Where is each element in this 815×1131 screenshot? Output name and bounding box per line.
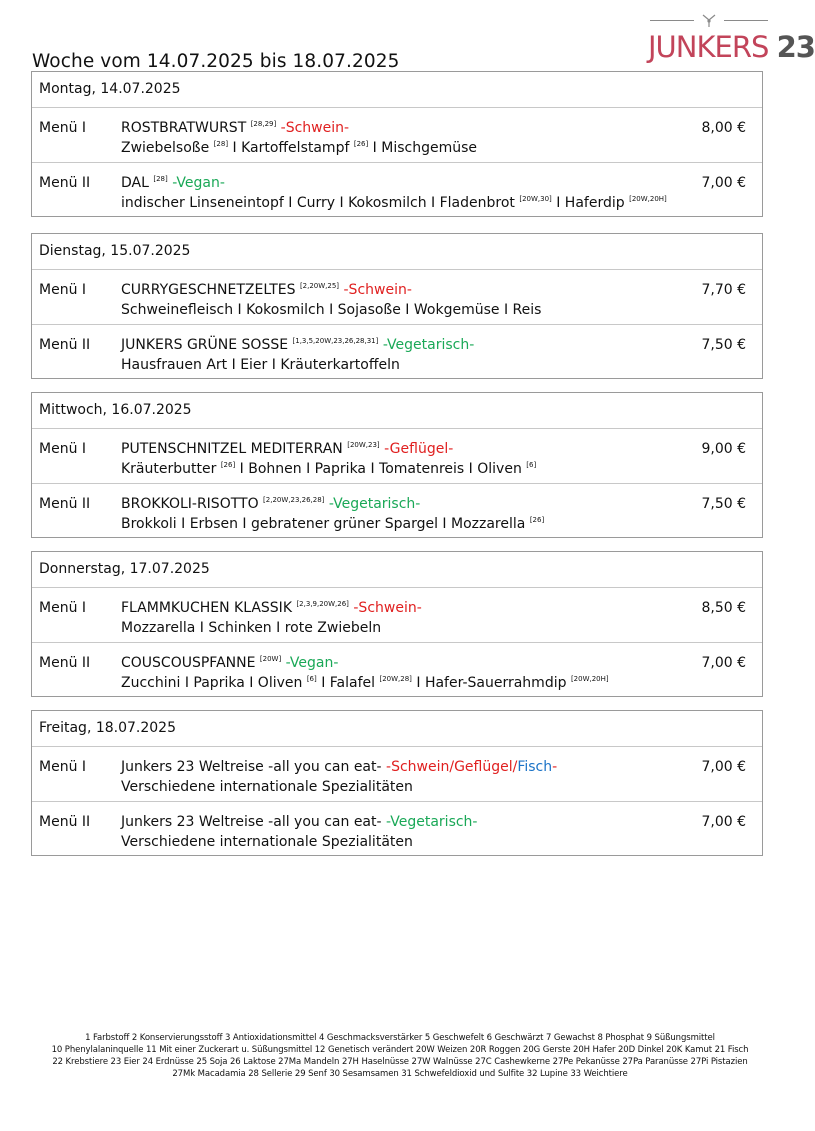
legend-line: 1 Farbstoff 2 Konservierungsstoff 3 Antioxidationsmittel 4 Geschmacksverstärker 5 Geschwefelt 6 Geschwärzt 7 Gewachst 8 Phosphat 9 Süßungsmittel — [85, 1033, 715, 1043]
menu-label: Menü I — [39, 600, 87, 616]
side-text: Zucchini I Paprika I Oliven — [121, 675, 307, 691]
menu-label: Menü II — [39, 655, 91, 671]
logo-number: 23 — [776, 30, 815, 64]
menu-label: Menü II — [39, 337, 91, 353]
dish-name: Junkers 23 Weltreise -all you can eat- — [121, 814, 382, 830]
side-text: Verschiedene internationale Spezialitäten — [121, 834, 413, 850]
dish-title-line — [121, 335, 692, 355]
logo-brand: JUNKERS — [648, 30, 769, 64]
dish-name: JUNKERS GRÜNE SOSSE — [121, 337, 289, 353]
category-tag: -Schwein- — [343, 282, 412, 298]
price: 7,00 € — [701, 175, 746, 191]
dish-name: PUTENSCHNITZEL MEDITERRAN — [121, 441, 343, 457]
menu-label: Menü I — [39, 282, 87, 298]
day-header: Freitag, 18.07.2025 — [32, 711, 762, 747]
dish-sides — [121, 459, 692, 479]
dish-title-line — [121, 494, 692, 514]
category-tag: -Vegetarisch- — [386, 814, 478, 830]
side-text: I Falafel — [316, 675, 380, 691]
side-text: Mozzarella I Schinken I rote Zwiebeln — [121, 620, 382, 636]
allergen-codes: [26] — [220, 461, 236, 469]
dish-description — [121, 118, 692, 158]
dish-name: DAL — [121, 175, 149, 191]
side-text: Zwiebelsoße — [121, 140, 214, 156]
dish-name: CURRYGESCHNETZELTES — [121, 282, 296, 298]
dish-description — [121, 280, 692, 320]
dish-description — [121, 439, 692, 479]
category-tag: -Schwein/Geflügel/ — [386, 759, 518, 775]
allergen-codes: [6] — [526, 461, 537, 469]
price: 7,70 € — [701, 282, 746, 298]
menu-row — [32, 429, 762, 483]
dish-title-line — [121, 439, 692, 459]
dish-title-line — [121, 280, 692, 300]
dish-sides — [121, 832, 692, 852]
side-text: Schweinefleisch I Kokosmilch I Sojasoße I Wokgemüse I Reis — [121, 302, 542, 318]
menu-row — [32, 162, 762, 216]
dish-sides — [121, 618, 692, 638]
allergen-codes: [2,20W,25] — [299, 282, 340, 290]
dish-sides — [121, 300, 692, 320]
side-text: I Hafer-Sauerrahmdip — [411, 675, 571, 691]
dish-title-line — [121, 173, 692, 193]
allergen-codes: [20W] — [259, 655, 282, 663]
price: 7,50 € — [701, 337, 746, 353]
logo-line-left — [650, 20, 694, 21]
category-tag: Fisch — [517, 759, 553, 775]
allergen-codes: [28] — [153, 175, 168, 183]
menu-row — [32, 270, 762, 324]
dish-title-line — [121, 598, 692, 618]
dish-description — [121, 653, 692, 693]
menu-row — [32, 483, 762, 537]
dish-name: COUSCOUSPFANNE — [121, 655, 256, 671]
category-tag: -Vegetarisch- — [328, 496, 421, 512]
menu-row — [32, 747, 762, 801]
legend-line: 27Mk Macadamia 28 Sellerie 29 Senf 30 Sesamsamen 31 Schwefeldioxid und Sulfite 32 Lupine 33 Weichtiere — [172, 1069, 628, 1079]
logo-line-right — [724, 20, 768, 21]
menu-row — [32, 108, 762, 162]
price: 7,00 € — [701, 814, 746, 830]
logo-text — [648, 30, 815, 64]
day-header: Mittwoch, 16.07.2025 — [32, 393, 762, 429]
day-header: Donnerstag, 17.07.2025 — [32, 552, 762, 588]
dish-sides — [121, 138, 692, 158]
category-tag: -Geflügel- — [384, 441, 454, 457]
menu-label: Menü I — [39, 759, 87, 775]
dish-description — [121, 757, 692, 797]
day-section — [31, 392, 763, 538]
dish-name: ROSTBRATWURST — [121, 120, 247, 136]
dish-name: BROKKOLI-RISOTTO — [121, 496, 259, 512]
dish-title-line — [121, 757, 692, 777]
allergen-codes: [28] — [213, 140, 229, 148]
category-tag: -Vegan- — [172, 175, 225, 191]
day-section — [31, 71, 763, 217]
allergen-codes: [2,20W,23,26,28] — [263, 496, 325, 504]
dish-title-line — [121, 118, 692, 138]
allergen-codes: [20W,20H] — [629, 195, 667, 203]
menu-row — [32, 588, 762, 642]
side-text: I Kartoffelstampf — [228, 140, 354, 156]
price: 9,00 € — [701, 441, 746, 457]
allergen-codes: [26] — [529, 516, 545, 524]
day-section — [31, 551, 763, 697]
dish-name: FLAMMKUCHEN KLASSIK — [121, 600, 292, 616]
dish-description — [121, 598, 692, 638]
day-section — [31, 710, 763, 856]
menu-row — [32, 801, 762, 855]
menu-row — [32, 642, 762, 696]
side-text: indischer Linseneintopf I Curry I Kokosmilch I Fladenbrot — [121, 195, 520, 211]
side-text: Verschiedene internationale Spezialitäten — [121, 779, 413, 795]
side-text: Hausfrauen Art I Eier I Kräuterkartoffeln — [121, 357, 400, 373]
menu-label: Menü I — [39, 120, 87, 136]
category-tag: - — [552, 759, 558, 775]
junkers-23-logo — [648, 4, 815, 68]
price: 8,50 € — [701, 600, 746, 616]
legend-line: 22 Krebstiere 23 Eier 24 Erdnüsse 25 Soja 26 Laktose 27Ma Mandeln 27H Haselnüsse 27W Walnüsse 27C Cashewkerne 27Pe Pekanüsse 27Pa Paranüsse 27Pi Pistazien — [52, 1057, 748, 1067]
allergen-codes: [20W,28] — [379, 675, 412, 683]
menu-label: Menü II — [39, 175, 91, 191]
dish-description — [121, 335, 692, 375]
propeller-icon — [700, 14, 718, 28]
side-text: I Haferdip — [551, 195, 630, 211]
allergen-legend — [10, 1032, 790, 1080]
category-tag: -Vegetarisch- — [382, 337, 475, 353]
price: 7,00 € — [701, 655, 746, 671]
dish-sides — [121, 193, 692, 213]
side-text: I Bohnen I Paprika I Tomatenreis I Oliven — [235, 461, 527, 477]
logo-ornament — [648, 14, 770, 26]
menu-row — [32, 324, 762, 378]
menu-label: Menü II — [39, 496, 91, 512]
day-header: Montag, 14.07.2025 — [32, 72, 762, 108]
dish-sides — [121, 514, 692, 534]
dish-sides — [121, 777, 692, 797]
dish-description — [121, 494, 692, 534]
dish-description — [121, 812, 692, 852]
dish-title-line — [121, 653, 692, 673]
side-text: Kräuterbutter — [121, 461, 221, 477]
allergen-codes: [28,29] — [250, 120, 277, 128]
day-section — [31, 233, 763, 379]
legend-line: 10 Phenylalaninquelle 11 Mit einer Zuckerart u. Süßungsmittel 12 Genetisch verändert 20W Weizen 20R Roggen 20G Gerste 20H Hafer 20D Dinkel 20K Kamut 21 Fisch — [51, 1045, 749, 1055]
dish-title-line — [121, 812, 692, 832]
side-text: Brokkoli I Erbsen I gebratener grüner Spargel I Mozzarella — [121, 516, 530, 532]
menu-label: Menü II — [39, 814, 91, 830]
category-tag: -Vegan- — [285, 655, 339, 671]
dish-sides — [121, 673, 692, 693]
category-tag: -Schwein- — [280, 120, 350, 136]
price: 7,50 € — [701, 496, 746, 512]
allergen-codes: [20W,23] — [347, 441, 380, 449]
category-tag: -Schwein- — [353, 600, 422, 616]
allergen-codes: [26] — [353, 140, 369, 148]
allergen-codes: [6] — [306, 675, 317, 683]
day-header: Dienstag, 15.07.2025 — [32, 234, 762, 270]
allergen-codes: [1,3,5,20W,23,26,28,31] — [292, 337, 379, 345]
allergen-codes: [2,3,9,20W,26] — [296, 600, 349, 608]
allergen-codes: [20W,20H] — [570, 675, 609, 683]
allergen-codes: [20W,30] — [519, 195, 552, 203]
dish-sides — [121, 355, 692, 375]
side-text: I Mischgemüse — [368, 140, 477, 156]
menu-label: Menü I — [39, 441, 87, 457]
dish-description — [121, 173, 692, 213]
price: 8,00 € — [701, 120, 746, 136]
dish-name: Junkers 23 Weltreise -all you can eat- — [121, 759, 382, 775]
week-title: Woche vom 14.07.2025 bis 18.07.2025 — [32, 51, 400, 72]
price: 7,00 € — [701, 759, 746, 775]
